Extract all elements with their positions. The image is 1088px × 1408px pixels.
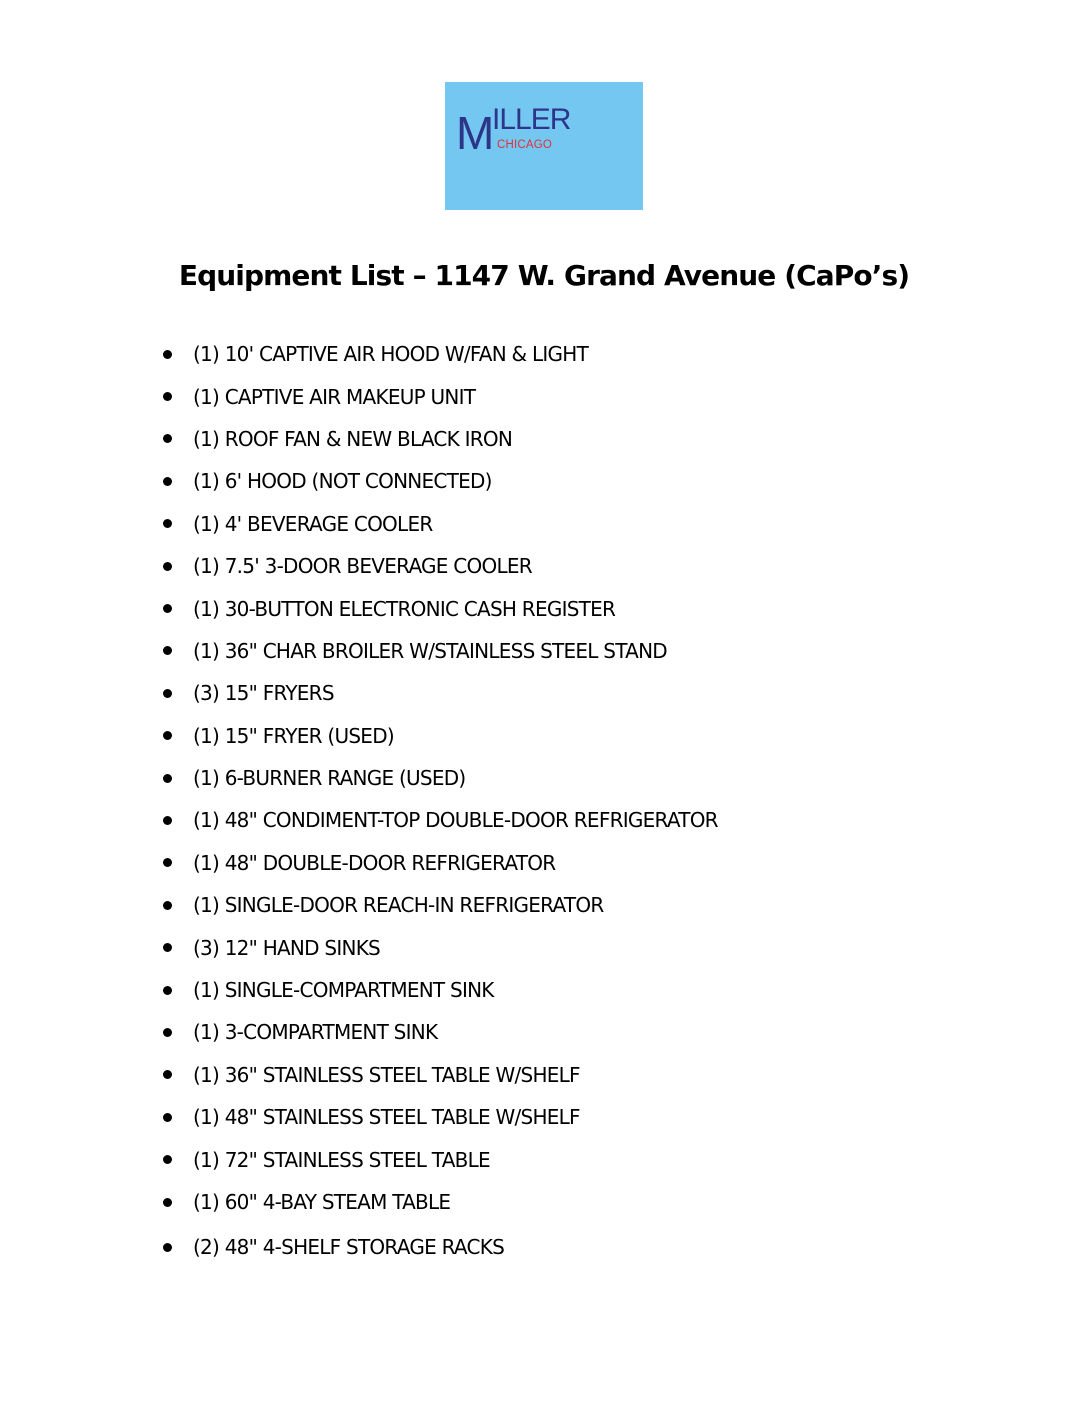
bullet-icon [163, 646, 172, 655]
equipment-item-text: (1) 15" FRYER (USED) [193, 723, 394, 748]
equipment-list-item [163, 333, 718, 375]
equipment-list-item [163, 630, 718, 672]
equipment-item-text: (1) 36" STAINLESS STEEL TABLE W/SHELF [193, 1062, 580, 1087]
equipment-list-item [163, 842, 718, 884]
equipment-item-text: (1) 30-BUTTON ELECTRONIC CASH REGISTER [193, 596, 616, 621]
equipment-list-item [163, 545, 718, 587]
equipment-list-item [163, 587, 718, 629]
logo-subtitle: CHICAGO [497, 139, 553, 151]
equipment-item-text: (1) 4' BEVERAGE COOLER [193, 511, 433, 536]
equipment-item-text: (1) CAPTIVE AIR MAKEUP UNIT [193, 384, 476, 409]
equipment-list-item [163, 672, 718, 714]
equipment-item-text: (1) 6-BURNER RANGE (USED) [193, 766, 466, 791]
equipment-list-item [163, 884, 718, 926]
bullet-icon [163, 816, 172, 825]
equipment-list-item [163, 1054, 718, 1096]
equipment-item-text: (1) 48" STAINLESS STEEL TABLE W/SHELF [193, 1105, 580, 1130]
equipment-item-text: (1) 6' HOOD (NOT CONNECTED) [193, 469, 492, 494]
equipment-item-text: (2) 48" 4-SHELF STORAGE RACKS [193, 1235, 505, 1260]
equipment-list-item [163, 757, 718, 799]
equipment-item-text: (1) 36" CHAR BROILER W/STAINLESS STEEL STAND [193, 638, 667, 663]
equipment-item-text: (1) ROOF FAN & NEW BLACK IRON [193, 426, 513, 451]
equipment-item-text: (1) 72" STAINLESS STEEL TABLE [193, 1147, 490, 1172]
equipment-list-item [163, 799, 718, 841]
bullet-icon [163, 1198, 172, 1207]
bullet-icon [163, 901, 172, 910]
logo-brand-rest: ILLER [492, 103, 571, 136]
equipment-list-item [163, 1223, 718, 1269]
bullet-icon [163, 1028, 172, 1037]
bullet-icon [163, 731, 172, 740]
equipment-item-text: (3) 12" HAND SINKS [193, 935, 380, 960]
equipment-list-item [163, 715, 718, 757]
bullet-icon [163, 986, 172, 995]
bullet-icon [163, 519, 172, 528]
equipment-list-item [163, 926, 718, 968]
bullet-icon [163, 434, 172, 443]
equipment-item-text: (1) 10' CAPTIVE AIR HOOD W/FAN & LIGHT [193, 342, 589, 367]
bullet-icon [163, 350, 172, 359]
equipment-item-text: (1) SINGLE-DOOR REACH-IN REFRIGERATOR [193, 893, 604, 918]
equipment-item-text: (1) 3-COMPARTMENT SINK [193, 1020, 438, 1045]
equipment-item-text: (1) 60" 4-BAY STEAM TABLE [193, 1190, 451, 1214]
bullet-icon [163, 1155, 172, 1164]
equipment-list-item [163, 969, 718, 1011]
equipment-list-item [163, 418, 718, 460]
bullet-icon [163, 689, 172, 698]
bullet-icon [163, 858, 172, 867]
equipment-item-text: (3) 15" FRYERS [193, 681, 334, 706]
document-title: Equipment List – 1147 W. Grand Avenue (CaPo’s) [178, 259, 910, 292]
equipment-list [163, 333, 718, 1269]
equipment-list-item [163, 375, 718, 417]
miller-chicago-logo [445, 82, 643, 210]
bullet-icon [163, 1113, 172, 1122]
equipment-item-text: (1) SINGLE-COMPARTMENT SINK [193, 978, 494, 1003]
bullet-icon [163, 392, 172, 401]
equipment-list-item [163, 1096, 718, 1138]
equipment-item-text: (1) 7.5' 3-DOOR BEVERAGE COOLER [193, 554, 532, 579]
bullet-icon [163, 774, 172, 783]
equipment-list-item [163, 1138, 718, 1180]
equipment-list-item [163, 503, 718, 545]
equipment-item-text: (1) 48" CONDIMENT-TOP DOUBLE-DOOR REFRIGERATOR [193, 808, 718, 833]
bullet-icon [163, 562, 172, 571]
logo-brand-initial: M [456, 107, 495, 159]
bullet-icon [163, 1243, 172, 1252]
bullet-icon [163, 943, 172, 952]
equipment-list-item [163, 460, 718, 502]
equipment-list-item [163, 1011, 718, 1053]
bullet-icon [163, 477, 172, 486]
logo-graphic [445, 82, 643, 210]
equipment-list-item [163, 1181, 718, 1223]
bullet-icon [163, 604, 172, 613]
bullet-icon [163, 1070, 172, 1079]
equipment-item-text: (1) 48" DOUBLE-DOOR REFRIGERATOR [193, 850, 556, 875]
